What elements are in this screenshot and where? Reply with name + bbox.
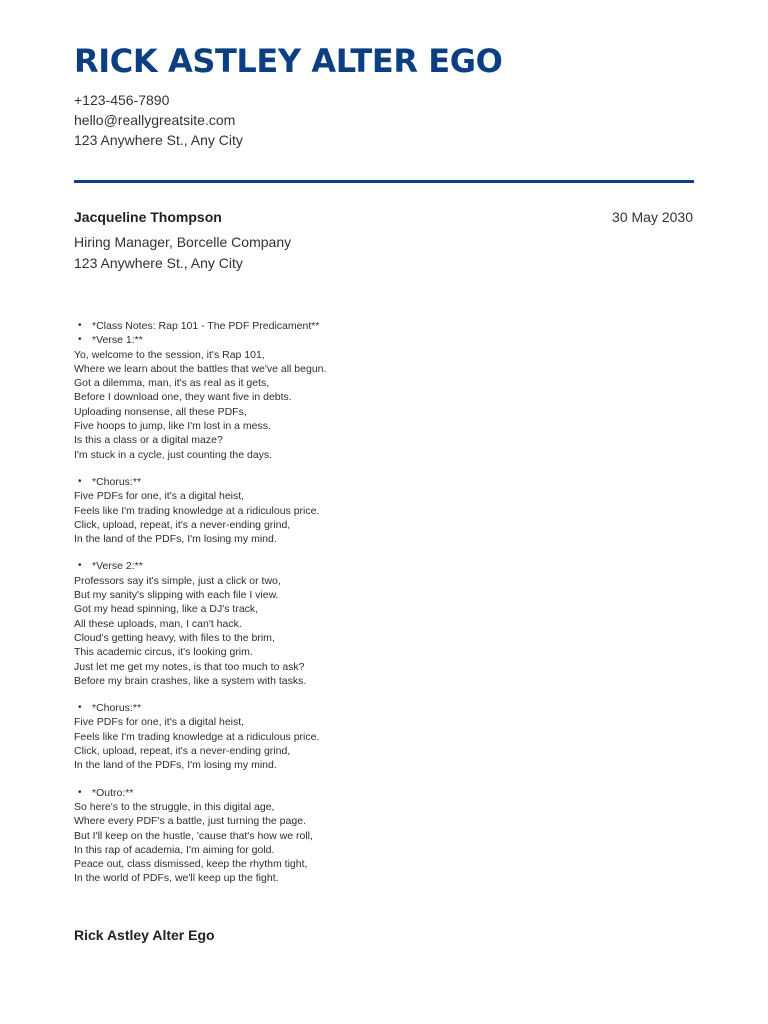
lyric-line: Where every PDF's a battle, just turning the page. [74,815,306,828]
bullet-dot-icon: • [78,320,82,331]
lyric-line: Got a dilemma, man, it's as real as it gets, [74,377,270,390]
bullet-text: *Class Notes: Rap 101 - The PDF Predicament** [92,320,320,332]
sender-name-heading: RICK ASTLEY ALTER EGO [74,42,503,80]
letter-date: 30 May 2030 [612,209,693,225]
lyric-line: Got my head spinning, like a DJ's track, [74,603,259,616]
contact-block [74,90,243,150]
bullet-item [74,701,694,715]
stanza [74,701,694,772]
bullet-dot-icon: • [78,475,82,487]
sender-address: 123 Anywhere St., Any City [74,132,243,148]
stanza [74,559,694,688]
letter-body [74,319,694,899]
lyric-line: In this rap of academia, I'm aiming for gold. [74,843,275,856]
bullet-text: *Outro:** [92,786,134,799]
lyric-line: Is this a class or a digital maze? [74,434,223,447]
lyric-line: Uploading nonsense, all these PDFs, [74,405,247,418]
recipient-address: 123 Anywhere St., Any City [74,255,243,271]
bullet-item [74,319,694,333]
stanza [74,475,694,546]
lyric-line: Cloud's getting heavy, with files to the brim, [74,631,275,644]
lyric-line: Five PDFs for one, it's a digital heist, [74,490,245,503]
recipient-block [74,232,291,274]
lyric-line: Peace out, class dismissed, keep the rhythm tight, [74,858,308,871]
lyric-line: Feels like I'm trading knowledge at a ridiculous price. [74,504,320,517]
bullet-dot-icon: • [78,560,82,572]
phone-number: +123-456-7890 [74,92,170,108]
lyric-line: Feels like I'm trading knowledge at a ridiculous price. [74,730,320,743]
lyric-line: This academic circus, it's looking grim. [74,646,253,659]
lyric-line: So here's to the struggle, in this digital age, [74,800,275,813]
lyric-line: But I'll keep on the hustle, 'cause that's how we roll, [74,829,313,842]
bullet-dot-icon: • [78,786,82,798]
bullet-item [74,559,694,573]
lyric-line: Five PDFs for one, it's a digital heist, [74,716,245,729]
lyric-line: Click, upload, repeat, it's a never-ending grind, [74,518,291,531]
bullet-dot-icon: • [78,702,82,714]
lyric-line: In the world of PDFs, we'll keep up the fight. [74,872,279,885]
stanza [74,786,694,886]
lyric-line: Before my brain crashes, like a system with tasks. [74,674,307,687]
lyric-line: Before I download one, they want five in debts. [74,391,292,404]
bullet-dot-icon: • [78,334,82,346]
bullet-text: *Verse 1:** [92,334,143,347]
lyric-line: But my sanity's slipping with each file I view. [74,589,279,602]
email-address: hello@reallygreatsite.com [74,112,236,128]
signature-name: Rick Astley Alter Ego [74,927,215,943]
bullet-item [74,786,694,800]
recipient-title: Hiring Manager, Borcelle Company [74,234,292,250]
bullet-text: *Chorus:** [92,475,142,488]
lyric-line: In the land of the PDFs, I'm losing my mind. [74,759,277,772]
lyric-line: Where we learn about the battles that we've all begun. [74,362,327,375]
lyric-line: Click, upload, repeat, it's a never-ending grind, [74,745,291,758]
lyric-line: Just let me get my notes, is that too much to ask? [74,660,305,673]
lyric-line: I'm stuck in a cycle, just counting the days. [74,448,273,461]
bullet-item [74,333,694,347]
lyric-line: All these uploads, man, I can't hack. [74,617,242,630]
lyric-line: In the land of the PDFs, I'm losing my mind. [74,533,277,546]
lyric-line: Yo, welcome to the session, it's Rap 101, [74,348,265,361]
recipient-name: Jacqueline Thompson [74,209,222,225]
lyric-line: Five hoops to jump, like I'm lost in a mess. [74,420,271,433]
bullet-item [74,475,694,489]
header-divider [74,180,694,183]
bullet-text: *Chorus:** [92,702,142,715]
lyric-line: Professors say it's simple, just a click or two, [74,574,281,587]
bullet-text: *Verse 2:** [92,560,143,573]
stanza [74,319,694,462]
